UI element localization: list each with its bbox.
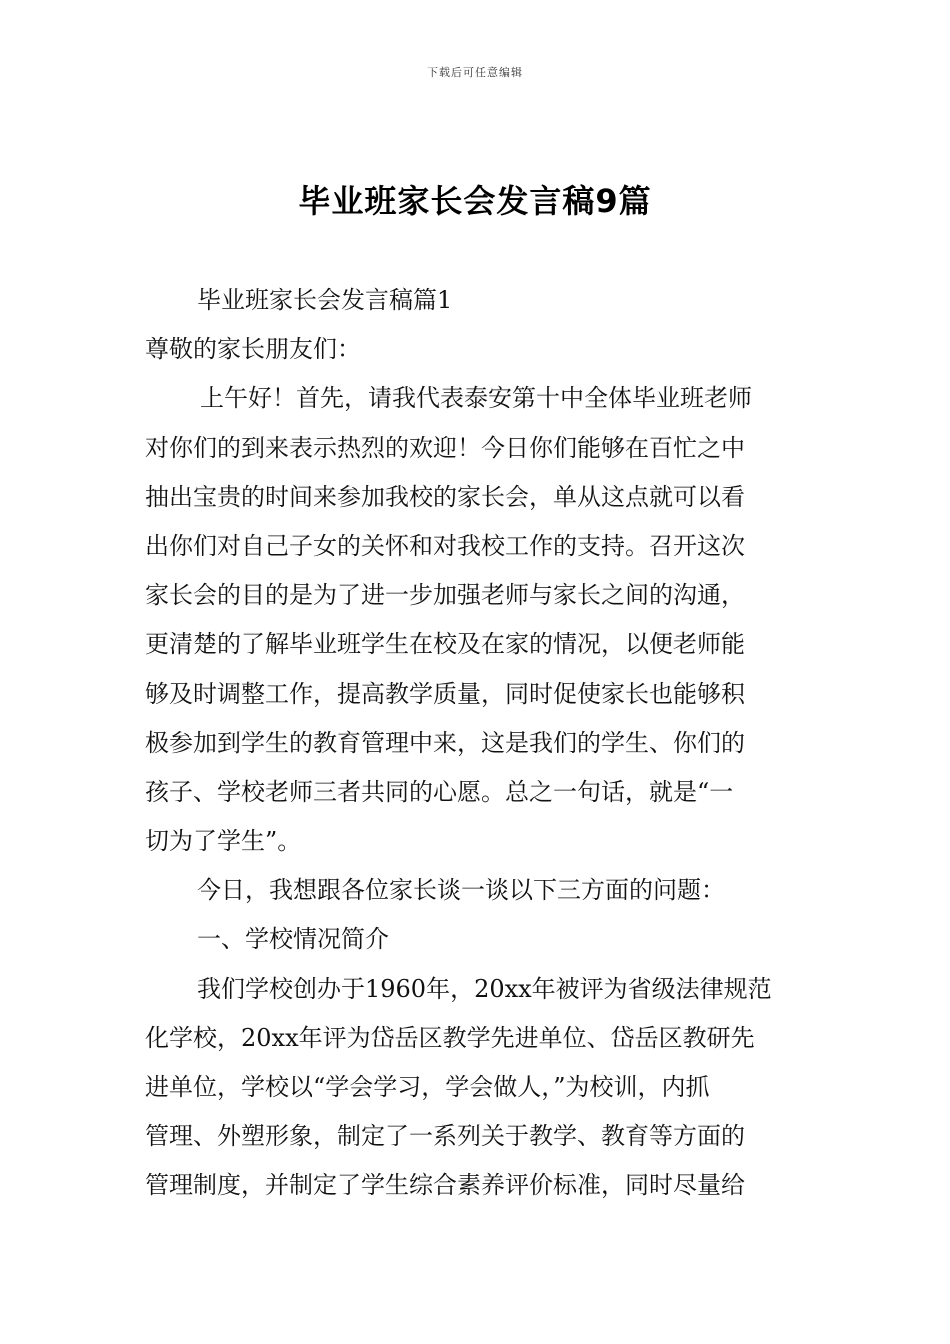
document-title: 毕业班家长会发言稿9篇: [298, 182, 652, 220]
salutation: 尊敬的家长朋友们：: [145, 335, 361, 364]
paragraph-line: 管理、外塑形象，制定了一系列关于教学、教育等方面的: [145, 1122, 745, 1151]
document-body: [145, 276, 805, 1211]
paragraph-line: 我们学校创办于1960年，20xx年被评为省级法律规范: [197, 974, 772, 1003]
paragraph-line: 孩子、学校老师三者共同的心愿。总之一句话，就是“一: [145, 777, 734, 806]
paragraph-line: 极参加到学生的教育管理中来，这是我们的学生、你们的: [145, 728, 745, 757]
paragraph-line: 家长会的目的是为了进一步加强老师与家长之间的沟通，: [145, 581, 745, 610]
subsection-heading: 一、学校情况简介: [197, 925, 389, 954]
paragraph-line: 化学校，20xx年评为岱岳区教学先进单位、岱岳区教研先: [145, 1023, 755, 1052]
paragraph-line: 进单位，学校以“学会学习，学会做人，”为校训，内抓: [145, 1073, 710, 1101]
section-heading: 毕业班家长会发言稿篇1: [197, 286, 453, 314]
paragraph-line: 对你们的到来表示热烈的欢迎！今日你们能够在百忙之中: [145, 433, 745, 462]
paragraph-line: 出你们对自己子女的关怀和对我校工作的支持。召开这次: [145, 531, 745, 560]
header-note: 下载后可任意编辑: [427, 66, 523, 79]
paragraph-line: 更清楚的了解毕业班学生在校及在家的情况，以便老师能: [145, 630, 745, 659]
paragraph-line: 管理制度，并制定了学生综合素养评价标准，同时尽量给: [145, 1171, 745, 1200]
paragraph-line: 够及时调整工作，提高教学质量，同时促使家长也能够积: [145, 679, 745, 708]
paragraph-line: 抽出宝贵的时间来参加我校的家长会，单从这点就可以看: [145, 482, 745, 511]
paragraph-line: 切为了学生”。: [145, 827, 302, 856]
paragraph-line: 今日，我想跟各位家长谈一谈以下三方面的问题：: [197, 876, 725, 905]
paragraph-line: 上午好！首先，请我代表泰安第十中全体毕业班老师: [200, 384, 752, 413]
